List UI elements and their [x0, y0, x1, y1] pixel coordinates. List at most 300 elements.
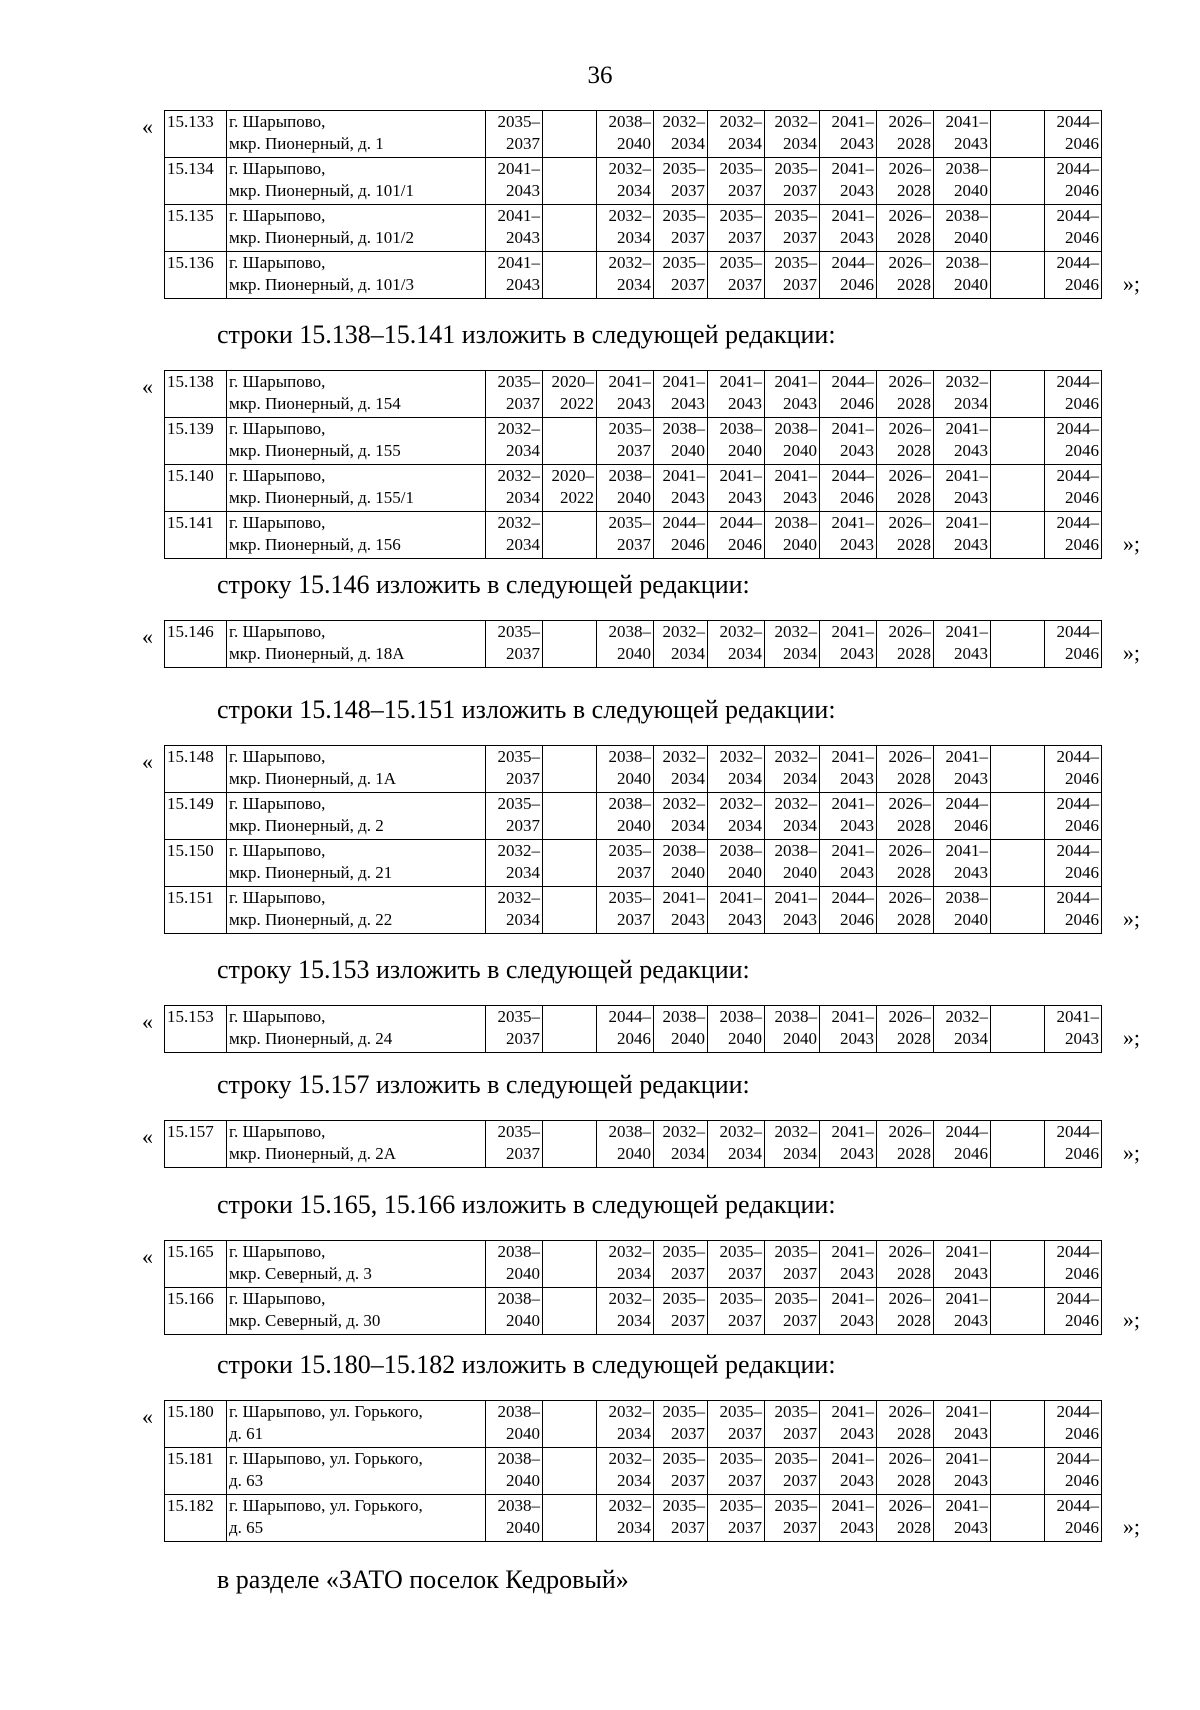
year-line: 2035–: [608, 888, 651, 907]
year-line: 2032–: [719, 794, 762, 813]
year-range-cell: [654, 418, 708, 465]
address-line: г. Шарыпово,: [229, 1007, 326, 1026]
year-range-cell: [877, 252, 934, 299]
year-line: 2028: [897, 1029, 931, 1048]
year-line: 2037: [783, 181, 817, 200]
year-line: 2037: [671, 1264, 705, 1283]
year-line: 2034: [671, 769, 705, 788]
year-line: 2035–: [774, 206, 817, 225]
year-line: 2043: [954, 1518, 988, 1537]
amendment-table: [164, 745, 1102, 934]
year-range-cell: [934, 111, 991, 158]
year-range-cell: [654, 746, 708, 793]
row-number: 15.136: [165, 252, 227, 299]
year-range-cell: [597, 512, 654, 559]
year-line: 2044–: [1056, 841, 1099, 860]
year-line: 2026–: [888, 253, 931, 272]
year-line: [544, 1028, 594, 1050]
year-line: 2037: [617, 863, 651, 882]
year-line: 2044–: [1056, 1402, 1099, 1421]
table-row: [165, 158, 1102, 205]
year-line: 2035–: [662, 1242, 705, 1261]
year-range-cell: [708, 371, 765, 418]
year-line: 2040: [617, 769, 651, 788]
year-line: 2035–: [774, 1449, 817, 1468]
year-range-cell: [597, 1006, 654, 1053]
year-range-cell: [597, 252, 654, 299]
address-line: г. Шарыпово, ул. Горького,: [229, 1496, 423, 1515]
year-range-cell: [1045, 512, 1102, 559]
year-line: 2034: [617, 1264, 651, 1283]
year-line: [992, 621, 1042, 643]
closing-quote: »;: [1122, 906, 1140, 931]
amendment-table-block: [142, 620, 1140, 668]
year-line: [992, 1241, 1042, 1263]
address-line: д. 61: [229, 1424, 264, 1443]
table-row: [165, 512, 1102, 559]
year-line: [544, 274, 594, 296]
year-line: 2037: [671, 181, 705, 200]
year-line: 2046: [1065, 488, 1099, 507]
year-range-cell: [486, 111, 543, 158]
year-line: 2034: [617, 181, 651, 200]
year-range-cell: [820, 465, 877, 512]
year-line: 2041–: [831, 841, 874, 860]
year-line: [544, 909, 594, 931]
address-line: мкр. Пионерный, д. 101/1: [229, 181, 415, 200]
table-row: [165, 111, 1102, 158]
year-range-cell: [765, 252, 820, 299]
address-line: д. 63: [229, 1471, 264, 1490]
year-line: 2032–: [497, 419, 540, 438]
amendment-table: [164, 370, 1102, 559]
year-line: 2037: [728, 1471, 762, 1490]
year-range-cell: [820, 621, 877, 668]
address-line: мкр. Пионерный, д. 156: [229, 535, 401, 554]
year-line: 2037: [671, 228, 705, 247]
year-range-cell: [820, 1121, 877, 1168]
year-line: 2026–: [888, 1122, 931, 1141]
year-line: [992, 862, 1042, 884]
year-range-cell: [654, 887, 708, 934]
year-line: 2041–: [719, 888, 762, 907]
year-line: [544, 1121, 594, 1143]
table-row: [165, 793, 1102, 840]
year-line: 2041–: [945, 1449, 988, 1468]
year-line: 2041–: [831, 1242, 874, 1261]
year-line: 2037: [506, 134, 540, 153]
year-line: 2037: [728, 181, 762, 200]
year-line: 2043: [954, 535, 988, 554]
year-range-cell: [654, 1006, 708, 1053]
year-line: 2037: [728, 1264, 762, 1283]
year-line: 2026–: [888, 372, 931, 391]
year-line: 2046: [840, 275, 874, 294]
row-number: 15.138: [165, 371, 227, 418]
year-line: 2035–: [497, 1122, 540, 1141]
year-line: 2043: [671, 910, 705, 929]
year-line: 2046: [1065, 181, 1099, 200]
amendment-table-block: [142, 1240, 1140, 1335]
year-line: 2028: [897, 394, 931, 413]
address-cell: [227, 1121, 486, 1168]
year-range-cell: [654, 840, 708, 887]
address-line: мкр. Пионерный, д. 155: [229, 441, 401, 460]
year-line: [544, 205, 594, 227]
year-range-cell: [708, 111, 765, 158]
year-line: 2043: [840, 1029, 874, 1048]
year-line: 2032–: [608, 1402, 651, 1421]
closing-quote: »;: [1122, 1025, 1140, 1050]
year-range-cell: [820, 746, 877, 793]
year-line: 2020–: [551, 372, 594, 391]
year-line: 2028: [897, 228, 931, 247]
year-line: 2041–: [831, 206, 874, 225]
year-line: 2040: [671, 863, 705, 882]
year-range-cell: [820, 1448, 877, 1495]
year-line: 2028: [897, 1144, 931, 1163]
year-line: [544, 418, 594, 440]
year-line: 2032–: [608, 206, 651, 225]
year-line: 2046: [1065, 1311, 1099, 1330]
year-range-cell: [991, 746, 1045, 793]
year-line: 2041–: [945, 622, 988, 641]
year-range-cell: [1045, 1288, 1102, 1335]
year-line: 2037: [671, 1424, 705, 1443]
year-line: 2032–: [497, 888, 540, 907]
address-line: г. Шарыпово, ул. Горького,: [229, 1449, 423, 1468]
year-line: 2037: [506, 1029, 540, 1048]
year-line: 2022: [560, 488, 594, 507]
year-range-cell: [543, 793, 597, 840]
year-line: 2046: [840, 394, 874, 413]
row-number: 15.139: [165, 418, 227, 465]
year-line: 2041–: [831, 159, 874, 178]
year-line: 2037: [783, 1424, 817, 1443]
year-range-cell: [1045, 465, 1102, 512]
year-range-cell: [765, 1288, 820, 1335]
row-number: 15.166: [165, 1288, 227, 1335]
row-number: 15.151: [165, 887, 227, 934]
year-line: [544, 158, 594, 180]
address-line: мкр. Пионерный, д. 1: [229, 134, 384, 153]
year-line: 2038–: [719, 1007, 762, 1026]
year-range-cell: [991, 1401, 1045, 1448]
year-range-cell: [934, 205, 991, 252]
year-line: 2046: [728, 535, 762, 554]
year-line: 2044–: [831, 372, 874, 391]
year-line: 2034: [506, 910, 540, 929]
amendment-table: [164, 620, 1102, 668]
year-line: 2043: [617, 394, 651, 413]
year-range-cell: [1045, 111, 1102, 158]
address-line: г. Шарыпово,: [229, 888, 326, 907]
year-range-cell: [597, 746, 654, 793]
year-line: 2041–: [945, 747, 988, 766]
year-range-cell: [543, 371, 597, 418]
year-line: 2038–: [662, 419, 705, 438]
section-heading: строки 15.180–15.182 изложить в следующей редакции:: [217, 1350, 836, 1379]
table-row: [165, 465, 1102, 512]
year-line: 2026–: [888, 1242, 931, 1261]
year-line: [992, 909, 1042, 931]
year-range-cell: [820, 1288, 877, 1335]
year-line: 2043: [840, 1424, 874, 1443]
year-line: [992, 1401, 1042, 1423]
year-line: 2034: [728, 816, 762, 835]
address-line: г. Шарыпово,: [229, 622, 326, 641]
year-range-cell: [877, 621, 934, 668]
year-line: 2034: [617, 1424, 651, 1443]
year-line: [544, 887, 594, 909]
year-line: [544, 1470, 594, 1492]
year-line: 2046: [1065, 228, 1099, 247]
year-range-cell: [654, 252, 708, 299]
year-line: 2035–: [662, 1449, 705, 1468]
year-line: [544, 534, 594, 556]
year-line: 2032–: [719, 622, 762, 641]
year-range-cell: [543, 746, 597, 793]
opening-quote: «: [142, 1244, 153, 1269]
year-line: 2026–: [888, 747, 931, 766]
address-line: мкр. Пионерный, д. 2А: [229, 1144, 397, 1163]
year-line: 2037: [506, 769, 540, 788]
year-line: [544, 1495, 594, 1517]
year-line: 2020–: [551, 466, 594, 485]
year-range-cell: [934, 1401, 991, 1448]
year-range-cell: [877, 465, 934, 512]
year-range-cell: [765, 621, 820, 668]
year-line: 2044–: [1056, 794, 1099, 813]
year-range-cell: [708, 1006, 765, 1053]
year-line: 2028: [897, 863, 931, 882]
address-line: г. Шарыпово,: [229, 206, 326, 225]
year-range-cell: [597, 205, 654, 252]
year-line: 2035–: [662, 1402, 705, 1421]
year-range-cell: [1045, 621, 1102, 668]
year-line: 2032–: [719, 1122, 762, 1141]
year-line: 2034: [506, 863, 540, 882]
address-line: г. Шарыпово,: [229, 253, 326, 272]
year-line: [992, 111, 1042, 133]
year-line: 2044–: [719, 513, 762, 532]
year-line: [992, 393, 1042, 415]
year-range-cell: [1045, 1006, 1102, 1053]
year-line: 2046: [671, 535, 705, 554]
year-line: 2037: [506, 394, 540, 413]
year-line: [992, 768, 1042, 790]
year-line: 2038–: [945, 206, 988, 225]
year-range-cell: [543, 1288, 597, 1335]
year-line: 2046: [1065, 910, 1099, 929]
year-range-cell: [597, 418, 654, 465]
year-line: [992, 534, 1042, 556]
year-line: 2041–: [831, 747, 874, 766]
year-line: 2026–: [888, 466, 931, 485]
year-line: 2043: [954, 134, 988, 153]
year-range-cell: [1045, 252, 1102, 299]
year-line: 2026–: [888, 841, 931, 860]
year-range-cell: [765, 371, 820, 418]
year-line: 2035–: [719, 1496, 762, 1515]
year-range-cell: [765, 158, 820, 205]
year-range-cell: [543, 1006, 597, 1053]
opening-quote: «: [142, 1404, 153, 1429]
year-line: 2040: [617, 644, 651, 663]
address-line: г. Шарыпово,: [229, 1242, 326, 1261]
year-line: 2043: [783, 910, 817, 929]
year-line: 2043: [954, 1424, 988, 1443]
year-line: 2041–: [945, 112, 988, 131]
year-range-cell: [708, 793, 765, 840]
year-line: 2043: [840, 228, 874, 247]
year-line: 2041–: [831, 513, 874, 532]
address-cell: [227, 1495, 486, 1542]
amendment-table: [164, 110, 1102, 299]
year-line: 2034: [783, 134, 817, 153]
year-range-cell: [543, 840, 597, 887]
year-line: 2044–: [1056, 372, 1099, 391]
year-range-cell: [543, 418, 597, 465]
year-line: 2037: [617, 910, 651, 929]
year-line: 2043: [840, 181, 874, 200]
year-line: 2035–: [719, 1289, 762, 1308]
year-line: 2035–: [774, 1496, 817, 1515]
year-line: 2044–: [1056, 419, 1099, 438]
year-line: 2041–: [945, 419, 988, 438]
year-line: 2046: [1065, 394, 1099, 413]
year-line: 2032–: [774, 112, 817, 131]
year-range-cell: [486, 205, 543, 252]
year-line: 2040: [506, 1518, 540, 1537]
row-number: 15.133: [165, 111, 227, 158]
year-range-cell: [877, 1448, 934, 1495]
year-range-cell: [934, 1448, 991, 1495]
year-line: 2035–: [662, 253, 705, 272]
year-range-cell: [820, 1495, 877, 1542]
year-range-cell: [654, 1288, 708, 1335]
year-line: 2028: [897, 488, 931, 507]
address-line: мкр. Пионерный, д. 22: [229, 910, 393, 929]
year-line: 2035–: [497, 622, 540, 641]
year-range-cell: [934, 746, 991, 793]
year-line: 2043: [954, 644, 988, 663]
year-line: 2035–: [608, 513, 651, 532]
year-line: 2028: [897, 181, 931, 200]
year-line: 2044–: [1056, 1289, 1099, 1308]
section-heading: строку 15.146 изложить в следующей редакции:: [217, 570, 750, 599]
year-line: [992, 1470, 1042, 1492]
year-range-cell: [765, 840, 820, 887]
year-line: [992, 1143, 1042, 1165]
address-line: д. 65: [229, 1518, 264, 1537]
year-line: 2034: [728, 1144, 762, 1163]
year-line: 2041–: [831, 1007, 874, 1026]
year-range-cell: [765, 418, 820, 465]
amendment-table-block: [142, 1005, 1140, 1053]
year-range-cell: [991, 465, 1045, 512]
year-line: 2046: [1065, 134, 1099, 153]
year-line: 2043: [840, 769, 874, 788]
year-line: [544, 793, 594, 815]
address-line: г. Шарыпово,: [229, 794, 326, 813]
year-line: 2037: [783, 1264, 817, 1283]
year-range-cell: [991, 1448, 1045, 1495]
year-line: [992, 643, 1042, 665]
year-line: [544, 1143, 594, 1165]
year-line: 2041–: [497, 206, 540, 225]
year-line: 2043: [840, 644, 874, 663]
table-row: [165, 1288, 1102, 1335]
year-line: 2041–: [945, 1402, 988, 1421]
year-range-cell: [765, 465, 820, 512]
year-line: 2034: [671, 644, 705, 663]
year-range-cell: [654, 1241, 708, 1288]
row-number: 15.141: [165, 512, 227, 559]
year-line: 2046: [617, 1029, 651, 1048]
year-line: 2035–: [497, 112, 540, 131]
year-line: 2026–: [888, 1402, 931, 1421]
address-cell: [227, 1006, 486, 1053]
year-line: 2040: [617, 816, 651, 835]
year-line: 2041–: [662, 466, 705, 485]
year-range-cell: [820, 512, 877, 559]
year-range-cell: [543, 205, 597, 252]
year-range-cell: [486, 1448, 543, 1495]
year-line: 2037: [728, 275, 762, 294]
year-line: 2037: [728, 1311, 762, 1330]
year-line: 2034: [783, 816, 817, 835]
year-line: 2044–: [1056, 206, 1099, 225]
year-line: 2034: [783, 769, 817, 788]
year-line: 2032–: [608, 1289, 651, 1308]
amendment-table-block: [142, 1400, 1140, 1542]
table-row: [165, 746, 1102, 793]
year-line: 2044–: [1056, 253, 1099, 272]
year-line: 2040: [954, 910, 988, 929]
year-range-cell: [991, 1241, 1045, 1288]
year-range-cell: [991, 205, 1045, 252]
year-line: 2041–: [831, 622, 874, 641]
amendment-table: [164, 1120, 1102, 1168]
year-line: 2026–: [888, 1496, 931, 1515]
year-line: 2032–: [662, 747, 705, 766]
year-line: 2032–: [608, 1496, 651, 1515]
year-line: 2037: [783, 228, 817, 247]
year-line: 2037: [728, 1518, 762, 1537]
year-line: 2035–: [774, 1289, 817, 1308]
year-range-cell: [877, 1401, 934, 1448]
row-number: 15.153: [165, 1006, 227, 1053]
year-line: [544, 621, 594, 643]
year-line: 2040: [617, 134, 651, 153]
year-line: 2040: [728, 1029, 762, 1048]
year-line: 2038–: [497, 1242, 540, 1261]
year-line: 2041–: [719, 466, 762, 485]
year-range-cell: [991, 158, 1045, 205]
year-line: 2038–: [497, 1449, 540, 1468]
year-line: [544, 111, 594, 133]
year-line: 2041–: [774, 372, 817, 391]
year-line: 2043: [840, 1144, 874, 1163]
year-range-cell: [708, 252, 765, 299]
closing-quote: »;: [1122, 271, 1140, 296]
section-heading: строки 15.165, 15.166 изложить в следующей редакции:: [217, 1190, 836, 1219]
closing-quote: »;: [1122, 1514, 1140, 1539]
year-line: 2040: [506, 1311, 540, 1330]
year-line: 2032–: [608, 1449, 651, 1468]
year-range-cell: [934, 252, 991, 299]
